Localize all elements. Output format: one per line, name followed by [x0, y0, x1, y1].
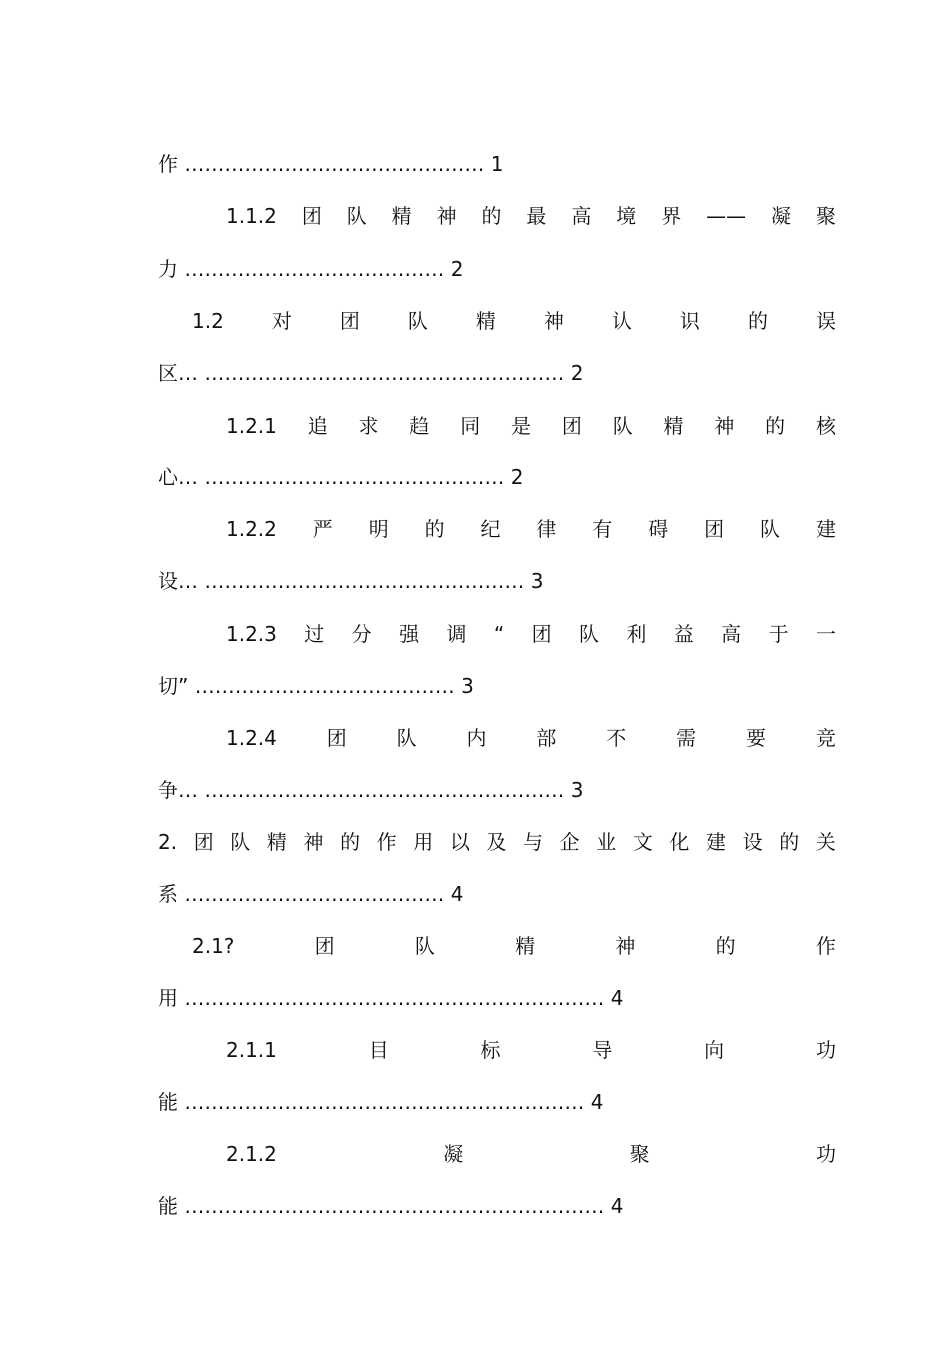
toc-entry-char: 是 [511, 414, 532, 438]
toc-text: 力 ………………………………… 2 [158, 257, 464, 281]
toc-entry-char: 的 [747, 309, 768, 333]
toc-entry-char: 团 [193, 830, 214, 854]
toc-entry-char: 需 [676, 726, 697, 750]
toc-entry-char: 队 [346, 204, 367, 228]
toc-entry-char: 标 [480, 1038, 501, 1062]
toc-entry-char: 队 [414, 934, 435, 958]
toc-entry-char: 竞 [815, 726, 836, 750]
toc-entry-char: 求 [358, 414, 379, 438]
toc-entry-char: —— [706, 204, 747, 228]
toc-text: 用 ……………………………………………………… 4 [158, 986, 624, 1010]
toc-entry-char: 团 [561, 414, 582, 438]
toc-entry-char: 的 [765, 414, 786, 438]
toc-entry [226, 723, 836, 753]
toc-entry-char: 对 [271, 309, 292, 333]
toc-entry-char: 分 [351, 622, 372, 646]
toc-entry-char: 团 [704, 517, 725, 541]
toc-entry-char: 凝 [443, 1142, 464, 1166]
toc-entry-char: 律 [536, 517, 557, 541]
toc-entry-char: 调 [446, 622, 467, 646]
toc-entry-char: 文 [632, 830, 653, 854]
toc-line-continuation [158, 254, 836, 284]
toc-entry-char: 趋 [409, 414, 430, 438]
toc-entry-char: 强 [399, 622, 420, 646]
toc-entry-char: 团 [326, 726, 347, 750]
toc-entry-char: 化 [669, 830, 690, 854]
toc-entry-char: 凝 [771, 204, 792, 228]
toc-entry-char: 队 [230, 830, 251, 854]
toc-entry-char: 不 [606, 726, 627, 750]
toc-entry-char: 要 [746, 726, 767, 750]
toc-entry [226, 619, 836, 649]
toc-entry-char: 核 [816, 414, 836, 438]
toc-entry-char: 团 [531, 622, 552, 646]
toc-entry-char: 企 [559, 830, 580, 854]
toc-entry-number: 1.2.4 [226, 726, 277, 750]
toc-entry-char: 队 [760, 517, 781, 541]
toc-entry [158, 827, 836, 857]
toc-entry-char: 团 [314, 934, 335, 958]
toc-entry-char: 团 [301, 204, 322, 228]
toc-entry-char: 同 [460, 414, 481, 438]
toc-entry-char: 精 [663, 414, 684, 438]
toc-entry-number: 2.1.2 [226, 1142, 277, 1166]
toc-line-continuation [158, 983, 836, 1013]
toc-line-continuation [158, 775, 836, 805]
toc-entry-char: 精 [391, 204, 412, 228]
toc-text: 能 …………………………………………………… 4 [158, 1090, 604, 1114]
toc-entry-char: 益 [673, 622, 694, 646]
toc-entry-char: 明 [368, 517, 389, 541]
toc-entry-char: 的 [481, 204, 502, 228]
toc-entry-char: 严 [312, 517, 333, 541]
toc-entry-char: 聚 [815, 204, 836, 228]
toc-text: 切” ………………………………… 3 [158, 674, 474, 698]
toc-entry-char: 认 [611, 309, 632, 333]
toc-text: 作 ……………………………………… 1 [158, 152, 504, 176]
toc-entry [226, 201, 836, 231]
toc-entry-char: 与 [523, 830, 544, 854]
toc-entry-char: 业 [596, 830, 617, 854]
toc-entry-char: 于 [768, 622, 789, 646]
toc-entry-char: 的 [715, 934, 736, 958]
toc-entry-number: 1.2.1 [226, 414, 277, 438]
toc-entry-char: 神 [714, 414, 735, 438]
toc-entry-number: 1.2.3 [226, 622, 277, 646]
toc-entry-char: 聚 [629, 1142, 650, 1166]
toc-entry-char: 误 [815, 309, 836, 333]
toc-entry-char: 部 [536, 726, 557, 750]
toc-entry-char: 神 [436, 204, 457, 228]
toc-entry-char: 精 [515, 934, 536, 958]
toc-entry [226, 1139, 836, 1169]
toc-entry-char: 队 [579, 622, 599, 646]
toc-text: 设… ………………………………………… 3 [158, 569, 544, 593]
toc-entry-char: 高 [721, 622, 742, 646]
toc-entry-char: 功 [815, 1142, 836, 1166]
toc-entry-char: 及 [486, 830, 507, 854]
toc-entry-char: 碍 [648, 517, 669, 541]
toc-entry-char: 纪 [480, 517, 501, 541]
toc-entry-char: 有 [592, 517, 613, 541]
toc-entry-char: 的 [424, 517, 445, 541]
toc-entry-char: 神 [543, 309, 564, 333]
toc-entry-number: 1.2 [192, 309, 224, 333]
toc-entry-char: 境 [616, 204, 637, 228]
toc-entry-char: 利 [626, 622, 647, 646]
toc-entry-char: 的 [340, 830, 361, 854]
toc-entry-char: 作 [376, 830, 397, 854]
toc-entry-char: 用 [413, 830, 434, 854]
toc-entry-char: 目 [368, 1038, 389, 1062]
toc-line-continuation [158, 671, 836, 701]
toc-entry-char: 精 [475, 309, 496, 333]
toc-entry-char: 队 [612, 414, 633, 438]
toc-line-continuation [158, 879, 836, 909]
toc-text: 系 ………………………………… 4 [158, 882, 464, 906]
toc-entry-number: 1.2.2 [226, 517, 277, 541]
toc-entry [226, 411, 836, 441]
toc-entry-char: 功 [815, 1038, 836, 1062]
toc-entry-char: 界 [661, 204, 682, 228]
toc-entry-char: 识 [679, 309, 700, 333]
toc-entry-char: 团 [339, 309, 360, 333]
toc-entry [226, 514, 836, 544]
toc-entry [192, 306, 836, 336]
toc-line-continuation [158, 566, 836, 596]
toc-entry-char: 高 [571, 204, 592, 228]
toc-line-continuation [158, 1087, 836, 1117]
toc-entry-char: 作 [815, 934, 836, 958]
toc-entry-char: 队 [407, 309, 428, 333]
toc-text: 争… ……………………………………………… 3 [158, 778, 584, 802]
toc-entry-char: 神 [615, 934, 636, 958]
toc-entry-char: “ [493, 622, 505, 646]
toc-line-continuation [158, 1191, 836, 1221]
toc-entry-char: 神 [303, 830, 324, 854]
toc-entry-char: 最 [526, 204, 547, 228]
toc-entry-char: 向 [704, 1038, 725, 1062]
toc-entry-char: 建 [706, 830, 726, 854]
toc-entry-number: 1.1.2 [226, 204, 277, 228]
toc-entry-char: 设 [742, 830, 763, 854]
toc-entry-char: 队 [396, 726, 417, 750]
toc-entry-char: 精 [266, 830, 287, 854]
toc-entry-char: 导 [592, 1038, 613, 1062]
toc-entry-char: 一 [815, 622, 836, 646]
toc-entry-char: 过 [304, 622, 325, 646]
toc-entry-char: 的 [779, 830, 800, 854]
toc-entry [226, 1035, 836, 1065]
toc-line-continuation [158, 462, 836, 492]
toc-entry-number: 2.1.1 [226, 1038, 277, 1062]
toc-line-continuation [158, 358, 836, 388]
toc-entry [192, 931, 836, 961]
toc-entry-char: 关 [815, 830, 836, 854]
toc-text: 区… ……………………………………………… 2 [158, 361, 584, 385]
toc-entry-char: 建 [815, 517, 836, 541]
toc-entry-number: 2. [158, 830, 178, 854]
toc-entry-char: 内 [466, 726, 487, 750]
toc-line-continuation [158, 149, 836, 179]
toc-entry-char: 以 [449, 830, 470, 854]
toc-entry-char: 追 [307, 414, 328, 438]
toc-entry-number: 2.1? [192, 934, 235, 958]
toc-text: 能 ……………………………………………………… 4 [158, 1194, 624, 1218]
toc-text: 心… ……………………………………… 2 [158, 465, 524, 489]
